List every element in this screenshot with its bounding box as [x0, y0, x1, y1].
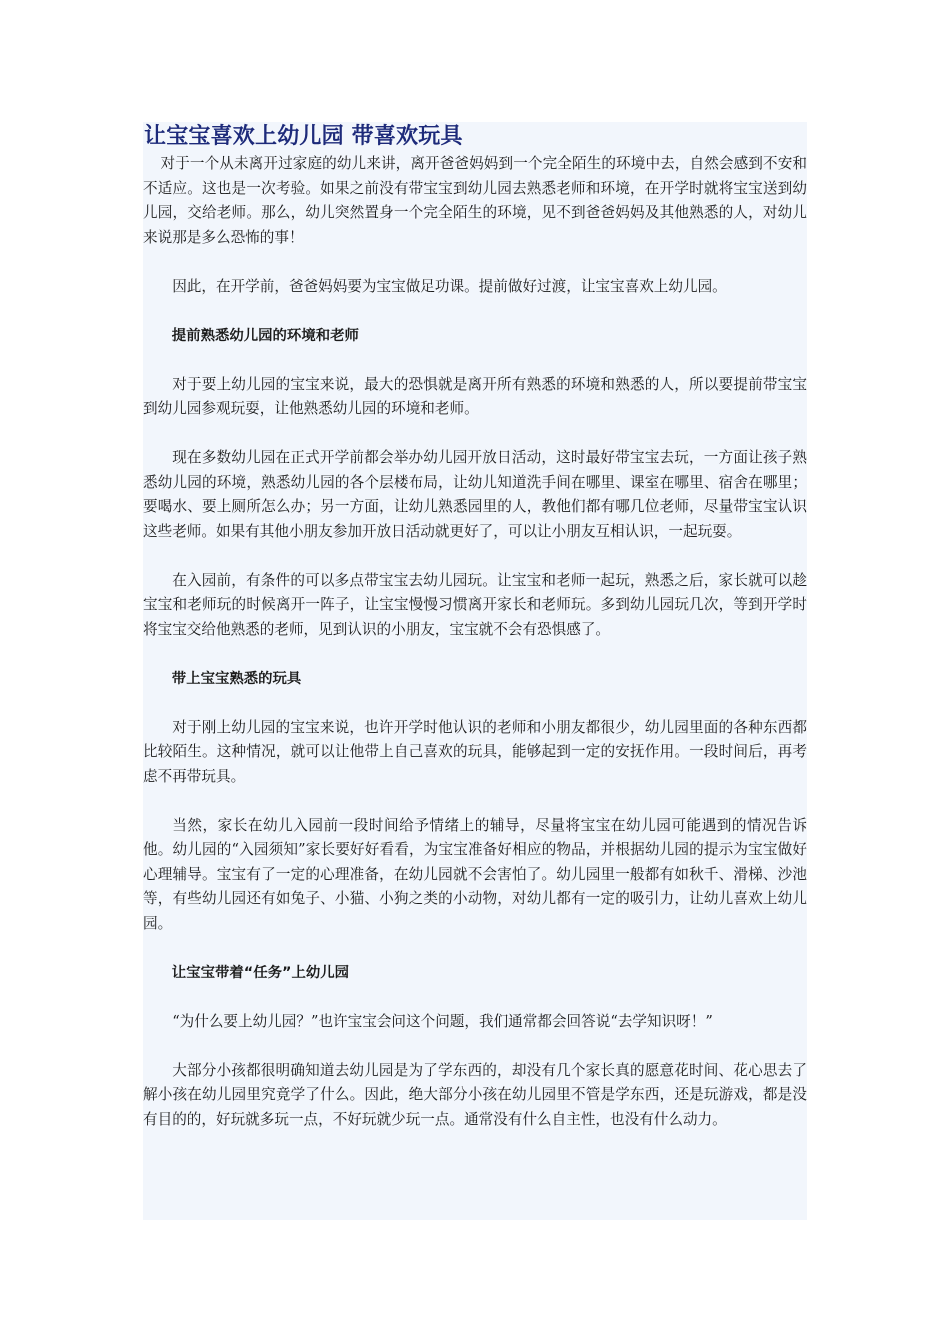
section-heading-toys: 带上宝宝熟悉的玩具 [171, 670, 302, 687]
section-heading-task: 让宝宝带着“任务”上幼儿园 [171, 964, 350, 981]
paragraph-before-enrollment: 在入园前，有条件的可以多点带宝宝去幼儿园玩。让宝宝和老师一起玩，熟悉之后，家长就可以趁宝宝和老师玩的时候离开一阵子，让宝宝慢慢习惯离开家长和老师玩。多到幼儿园玩几次，等到开学时将宝宝交给他熟悉的老师，见到认识的小朋友，宝宝就不会有恐惧感了。 [143, 571, 807, 638]
intro-paragraph: 对于一个从未离开过家庭的幼儿来讲，离开爸爸妈妈到一个完全陌生的环境中去，自然会感到不安和不适应。这也是一次考验。如果之前没有带宝宝到幼儿园去熟悉老师和环境，在开学时就将宝宝送到幼儿园，交给老师。那么，幼儿突然置身一个完全陌生的环境，见不到爸爸妈妈及其他熟悉的人，对幼儿来说那是多么恐怖的事！ [143, 155, 807, 246]
article-body [143, 152, 807, 1132]
paragraph-visit-kindergarten: 对于要上幼儿园的宝宝来说，最大的恐惧就是离开所有熟悉的环境和熟悉的人，所以要提前带宝宝到幼儿园参观玩耍，让他熟悉幼儿园的环境和老师。 [143, 375, 807, 417]
paragraph-emotional-guidance: 当然，家长在幼儿入园前一段时间给予情绪上的辅导，尽量将宝宝在幼儿园可能遇到的情况告诉他。幼儿园的“入园须知”家长要好好看看，为宝宝准备好相应的物品，并根据幼儿园的提示为宝宝做好心理辅导。宝宝有了一定的心理准备，在幼儿园就不会害怕了。幼儿园里一般都有如秋千、滑梯、沙池等，有些幼儿园还有如兔子、小猫、小狗之类的小动物，对幼儿都有一定的吸引力，让幼儿喜欢上幼儿园。 [143, 816, 807, 932]
article-panel [143, 122, 807, 1220]
paragraph-learning-purpose: 大部分小孩都很明确知道去幼儿园是为了学东西的，却没有几个家长真的愿意花时间、花心思去了解小孩在幼儿园里究竟学了什么。因此，绝大部分小孩在幼儿园里不管是学东西，还是玩游戏，都是没有目的的，好玩就多玩一点，不好玩就少玩一点。通常没有什么自主性，也没有什么动力。 [143, 1061, 807, 1128]
article-title: 让宝宝喜欢上幼儿园 带喜欢玩具 [144, 124, 463, 149]
paragraph-open-day: 现在多数幼儿园在正式开学前都会举办幼儿园开放日活动，这时最好带宝宝去玩，一方面让孩子熟悉幼儿园的环境，熟悉幼儿园的各个层楼布局，让幼儿知道洗手间在哪里、课室在哪里、宿舍在哪里；要喝水、要上厕所怎么办；另一方面，让幼儿熟悉园里的人，教他们都有哪几位老师，尽量带宝宝认识这些老师。如果有其他小朋友参加开放日活动就更好了，可以让小朋友互相认识，一起玩耍。 [143, 449, 807, 540]
paragraph-preparation: 因此，在开学前，爸爸妈妈要为宝宝做足功课。提前做好过渡，让宝宝喜欢上幼儿园。 [172, 277, 727, 295]
section-heading-familiarize: 提前熟悉幼儿园的环境和老师 [171, 327, 359, 344]
paragraph-bring-toys: 对于刚上幼儿园的宝宝来说，也许开学时他认识的老师和小朋友都很少，幼儿园里面的各种东西都比较陌生。这种情况，就可以让他带上自己喜欢的玩具，能够起到一定的安抚作用。一段时间后，再考虑不再带玩具。 [143, 718, 807, 785]
paragraph-why-kindergarten: “为什么要上幼儿园？”也许宝宝会问这个问题，我们通常都会回答说“去学知识呀！” [172, 1012, 713, 1030]
